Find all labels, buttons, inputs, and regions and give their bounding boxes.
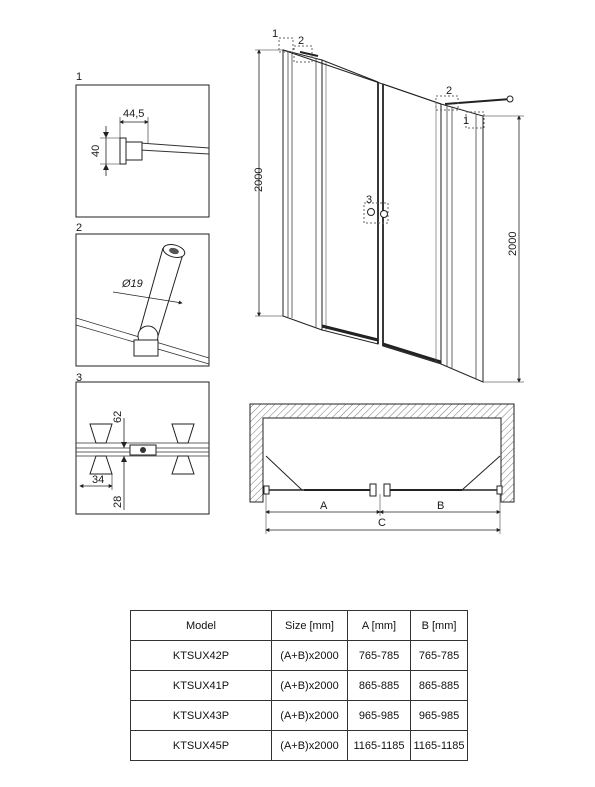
cell-a: 765-785 [348, 641, 411, 671]
front-height-right: 2000 [507, 231, 519, 256]
cell-model: KTSUX42P [131, 641, 272, 671]
front-callout-3: 3 [366, 194, 373, 206]
detail-view-1 [76, 71, 209, 217]
col-header-model: Model [131, 611, 272, 641]
dim-34: 34 [92, 474, 105, 486]
table-row [131, 641, 468, 671]
dim-diameter-19: Ø19 [122, 278, 143, 290]
front-callout-2-left: 2 [298, 35, 305, 47]
detail-view-3 [76, 372, 209, 514]
detail-view-2 [76, 222, 209, 366]
cell-model: KTSUX43P [131, 701, 272, 731]
cell-a: 1165-1185 [348, 731, 411, 761]
cell-b: 865-885 [411, 671, 468, 701]
front-height-left: 2000 [253, 167, 265, 192]
dim-28: 28 [112, 495, 124, 508]
table-header-row [131, 611, 468, 641]
dim-62: 62 [112, 410, 124, 423]
model-spec-table [130, 610, 468, 761]
cell-model: KTSUX45P [131, 731, 272, 761]
front-callout-1-right: 1 [463, 115, 470, 127]
front-callout-1-left: 1 [272, 28, 279, 40]
cell-size: (A+B)x2000 [272, 701, 348, 731]
detail-2-number: 2 [76, 222, 83, 234]
col-header-a: A [mm] [348, 611, 411, 641]
cell-b: 765-785 [411, 641, 468, 671]
detail-3-number: 3 [76, 372, 83, 384]
front-view [253, 28, 524, 382]
cell-size: (A+B)x2000 [272, 671, 348, 701]
dim-44-5: 44,5 [123, 108, 145, 120]
cell-a: 965-985 [348, 701, 411, 731]
col-header-size: Size [mm] [272, 611, 348, 641]
cell-size: (A+B)x2000 [272, 731, 348, 761]
cell-size: (A+B)x2000 [272, 641, 348, 671]
detail-1-number: 1 [76, 71, 83, 83]
cell-b: 1165-1185 [411, 731, 468, 761]
plan-dim-b: B [437, 500, 445, 512]
plan-view [250, 404, 514, 534]
table-row [131, 701, 468, 731]
front-callout-2-right: 2 [446, 85, 453, 97]
plan-dim-c: C [378, 517, 386, 529]
col-header-b: B [mm] [411, 611, 468, 641]
table-row [131, 731, 468, 761]
cell-b: 965-985 [411, 701, 468, 731]
table-row [131, 671, 468, 701]
plan-dim-a: A [320, 500, 328, 512]
dim-40: 40 [90, 144, 102, 157]
cell-model: KTSUX41P [131, 671, 272, 701]
cell-a: 865-885 [348, 671, 411, 701]
